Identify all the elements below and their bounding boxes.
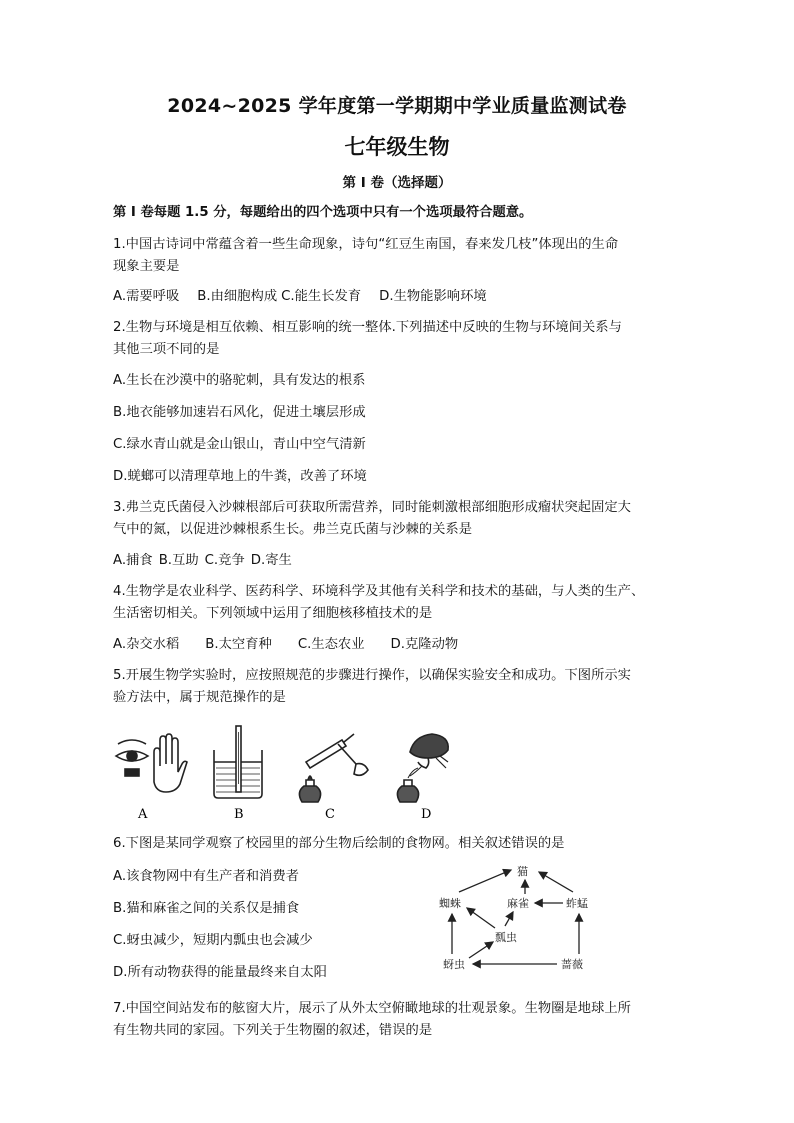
q1-option-b: B.由细胞构成 <box>197 289 278 304</box>
q5-stem-line2: 验方法中，属于规范操作的是 <box>113 690 286 705</box>
q3-option-b: B.互助 <box>158 553 199 568</box>
q2-option-a: A.生长在沙漠中的骆驼刺，具有发达的根系 <box>113 373 366 388</box>
q6-option-b: B.猫和麻雀之间的关系仅是捕食 <box>113 901 300 916</box>
q4-stem-line2: 生活密切相关。下列领域中运用了细胞核移植技术的是 <box>113 606 433 621</box>
q2-stem-line1: 2.生物与环境是相互依赖、相互影响的统一整体.下列描述中反映的生物与环境间关系与 <box>113 320 622 335</box>
node-aphid: 蚜虫 <box>443 958 465 971</box>
q6-option-d: D.所有动物获得的能量最终来自太阳 <box>113 965 327 980</box>
q2-stem-line2: 其他三项不同的是 <box>113 342 220 357</box>
q6-option-a: A.该食物网中有生产者和消费者 <box>113 869 299 884</box>
fig-a-eye-hand <box>116 734 187 792</box>
node-rose: 蔷薇 <box>561 958 583 971</box>
q6-stem: 6.下图是某同学观察了校园里的部分生物后绘制的食物网。相关叙述错误的是 <box>113 836 565 851</box>
q1-stem-line1: 1.中国古诗词中常蕴含着一些生命现象，诗句“红豆生南国，春来发几枝”体现出的生命 <box>113 237 619 252</box>
q5-stem-line1: 5.开展生物学实验时，应按照规范的步骤进行操作，以确保实验安全和成功。下图所示实 <box>113 668 631 683</box>
node-sparrow: 麻雀 <box>507 897 529 910</box>
q2-option-b: B.地衣能够加速岩石风化，促进土壤层形成 <box>113 405 366 420</box>
fig-label-a: A <box>138 807 148 822</box>
q7-stem-line1: 7.中国空间站发布的舷窗大片，展示了从外太空俯瞰地球的壮观景象。生物圈是地球上所 <box>113 1001 631 1016</box>
subject-title: 七年级生物 <box>344 135 450 159</box>
exam-title: 2024~2025 学年度第一学期期中学业质量监测试卷 <box>167 95 627 117</box>
q4-option-c: C.生态农业 <box>297 637 365 652</box>
q4-option-d: D.克隆动物 <box>390 637 459 652</box>
q1-options <box>113 286 693 308</box>
fig-label-b: B <box>234 807 244 822</box>
arrow-spider-cat <box>459 870 511 892</box>
q4-option-b: B.太空育种 <box>205 637 272 652</box>
q4-stem-line1: 4.生物学是农业科学、医药科学、环境科学及其他有关科学和技术的基础，与人类的生产、 <box>113 584 645 599</box>
arrow-aphid-ladybug <box>469 942 493 958</box>
node-ladybug: 瓢虫 <box>495 931 517 944</box>
node-cat: 猫 <box>517 865 528 878</box>
lab-operations-figure <box>110 722 450 822</box>
fig-d-smelling <box>397 734 448 802</box>
q3-stem-line1: 3.弗兰克氏菌侵入沙棘根部后可获取所需营养，同时能刺激根部细胞形成瘤状突起固定大 <box>113 500 631 515</box>
q3-options <box>113 550 693 572</box>
q3-option-d: D.寄生 <box>250 553 292 568</box>
q3-option-a: A.捕食 <box>113 553 153 568</box>
q6-option-c: C.蚜虫减少，短期内瓢虫也会减少 <box>113 933 313 948</box>
node-spider: 蜘蛛 <box>439 897 461 910</box>
node-grasshopper: 蚱蜢 <box>566 897 588 910</box>
fig-b-beaker <box>214 726 262 798</box>
q7-stem-line2: 有生物共同的家园。下列关于生物圈的叙述，错误的是 <box>113 1023 433 1038</box>
fig-c-tube-clamp <box>299 734 368 802</box>
q3-stem-line2: 气中的氮，以促进沙棘根系生长。弗兰克氏菌与沙棘的关系是 <box>113 522 473 537</box>
q1-option-d: D.生物能影响环境 <box>379 289 487 304</box>
arrow-grasshopper-cat <box>539 872 573 892</box>
arrow-ladybug-spider <box>467 908 495 928</box>
q4-options <box>113 634 693 656</box>
q1-stem-line2: 现象主要是 <box>113 259 180 274</box>
q4-option-a: A.杂交水稻 <box>113 637 180 652</box>
q1-option-c: C.能生长发育 <box>281 289 362 304</box>
arrow-ladybug-sparrow <box>505 912 513 926</box>
instruction: 第 I 卷每题 1.5 分，每题给出的四个选项中只有一个选项最符合题意。 <box>113 205 533 220</box>
food-web-diagram <box>435 858 615 976</box>
q3-option-c: C.竞争 <box>204 553 245 568</box>
q1-option-a: A.需要呼吸 <box>113 289 180 304</box>
fig-label-d: D <box>421 807 432 822</box>
fig-label-c: C <box>325 807 335 822</box>
q2-option-c: C.绿水青山就是金山银山，青山中空气清新 <box>113 437 366 452</box>
section-title: 第 I 卷（选择题） <box>342 175 452 191</box>
q2-option-d: D.蜣螂可以清理草地上的牛粪，改善了环境 <box>113 469 367 484</box>
